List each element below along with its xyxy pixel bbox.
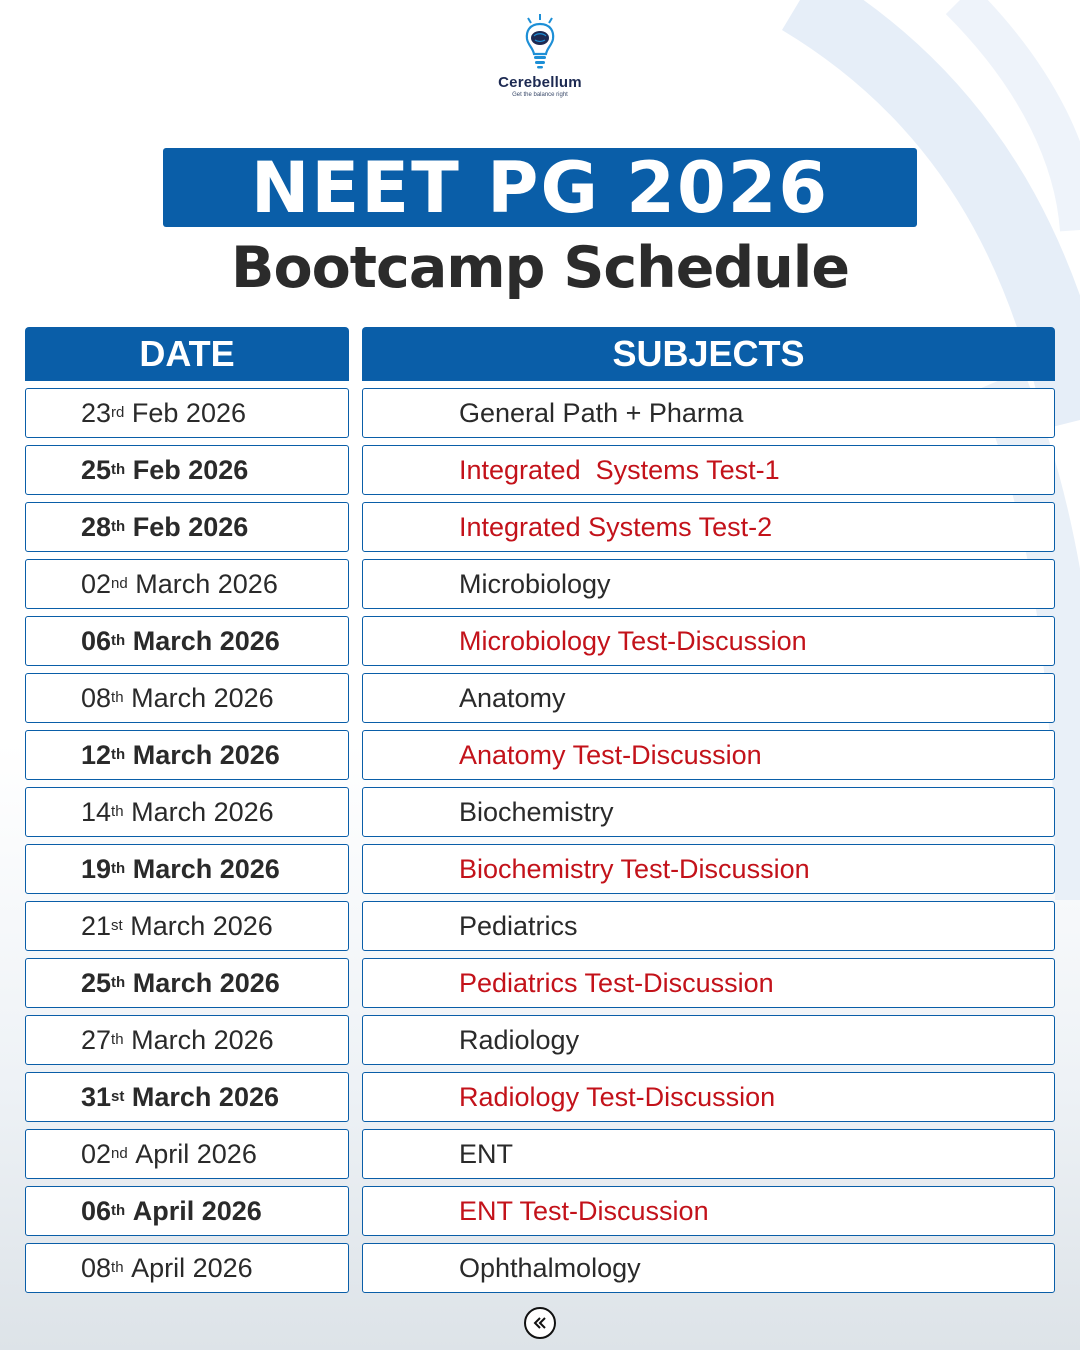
- subject-text: Radiology Test-Discussion: [459, 1081, 776, 1112]
- date-month-year: Feb 2026: [131, 397, 246, 428]
- table-row: [0, 388, 1080, 445]
- subject-cell: [362, 1072, 1055, 1122]
- date-month-year: April 2026: [131, 1252, 253, 1283]
- date-day: 23: [81, 397, 112, 428]
- date-month-year: March 2026: [132, 625, 280, 656]
- subject-text: Pediatrics Test-Discussion: [459, 967, 774, 998]
- subject-text: Microbiology Test-Discussion: [459, 625, 807, 656]
- headline-banner: [163, 148, 917, 227]
- date-cell: 02 nd March 2026: [25, 559, 349, 609]
- date-day: 02: [81, 1138, 112, 1169]
- date-cell: 06 th April 2026: [25, 1186, 349, 1236]
- double-chevron-left-icon[interactable]: [524, 1307, 556, 1339]
- subject-cell: [362, 559, 1055, 609]
- subject-cell: [362, 445, 1055, 495]
- date-month-year: March 2026: [131, 1081, 279, 1112]
- table-row: [0, 1186, 1080, 1243]
- date-cell: 14 th March 2026: [25, 787, 349, 837]
- date-day: 28: [81, 511, 112, 542]
- date-month-year: April 2026: [132, 1195, 262, 1226]
- date-cell: 25 th March 2026: [25, 958, 349, 1008]
- table-row: [0, 844, 1080, 901]
- date-day: 06: [81, 1195, 112, 1226]
- date-day: 25: [81, 967, 112, 998]
- date-day: 21: [81, 910, 112, 941]
- table-row: [0, 502, 1080, 559]
- subject-text: Integrated Systems Test-2: [459, 511, 773, 542]
- subject-text: ENT: [459, 1138, 513, 1169]
- subject-text: Ophthalmology: [459, 1252, 641, 1283]
- subject-text: Biochemistry Test-Discussion: [459, 853, 810, 884]
- date-day: 08: [81, 682, 112, 713]
- page-subtitle: Bootcamp Schedule: [231, 235, 849, 301]
- date-cell: 27 th March 2026: [25, 1015, 349, 1065]
- table-row: [0, 730, 1080, 787]
- subject-text: Integrated Systems Test-1: [459, 454, 780, 485]
- date-cell: 23 rd Feb 2026: [25, 388, 349, 438]
- double-chevron-left-glyph: [532, 1315, 548, 1331]
- column-header-date: DATE: [25, 327, 349, 381]
- brand-name: Cerebellum: [498, 74, 582, 91]
- brand-logo: [440, 12, 640, 104]
- date-month-year: March 2026: [135, 568, 278, 599]
- subject-cell: [362, 1015, 1055, 1065]
- table-row: [0, 673, 1080, 730]
- subject-cell: [362, 502, 1055, 552]
- date-month-year: March 2026: [132, 853, 280, 884]
- date-cell: 25 th Feb 2026: [25, 445, 349, 495]
- date-cell: 06 th March 2026: [25, 616, 349, 666]
- table-row: [0, 1015, 1080, 1072]
- date-month-year: March 2026: [132, 739, 280, 770]
- date-cell: 19 th March 2026: [25, 844, 349, 894]
- subject-text: Radiology: [459, 1024, 580, 1055]
- subject-cell: [362, 1243, 1055, 1293]
- subject-text: Biochemistry: [459, 796, 614, 827]
- date-day: 08: [81, 1252, 112, 1283]
- date-month-year: April 2026: [135, 1138, 257, 1169]
- subject-cell: [362, 673, 1055, 723]
- date-day: 27: [81, 1024, 112, 1055]
- table-row: [0, 1129, 1080, 1186]
- date-month-year: Feb 2026: [132, 511, 249, 542]
- subject-text: Anatomy Test-Discussion: [459, 739, 762, 770]
- date-cell: 08 th April 2026: [25, 1243, 349, 1293]
- date-day: 06: [81, 625, 112, 656]
- subject-cell: [362, 958, 1055, 1008]
- table-row: [0, 445, 1080, 502]
- subject-cell: [362, 1186, 1055, 1236]
- subject-text: ENT Test-Discussion: [459, 1195, 709, 1226]
- column-header-subjects: SUBJECTS: [362, 327, 1055, 381]
- date-cell: 21 st March 2026: [25, 901, 349, 951]
- table-row: [0, 901, 1080, 958]
- table-row: [0, 1072, 1080, 1129]
- subject-cell: [362, 616, 1055, 666]
- table-row: [0, 559, 1080, 616]
- table-row: [0, 787, 1080, 844]
- table-row: [0, 616, 1080, 673]
- date-month-year: March 2026: [130, 910, 273, 941]
- subject-text: Microbiology: [459, 568, 611, 599]
- date-month-year: March 2026: [131, 1024, 274, 1055]
- subject-cell: [362, 1129, 1055, 1179]
- subject-text: General Path + Pharma: [459, 397, 744, 428]
- date-cell: 08 th March 2026: [25, 673, 349, 723]
- brain-bulb-icon: [520, 12, 560, 70]
- date-cell: 02 nd April 2026: [25, 1129, 349, 1179]
- brand-tagline: Get the balance right: [512, 92, 568, 98]
- subject-cell: [362, 787, 1055, 837]
- date-cell: 12 th March 2026: [25, 730, 349, 780]
- table-row: [0, 958, 1080, 1015]
- date-day: 02: [81, 568, 112, 599]
- subject-text: Anatomy: [459, 682, 566, 713]
- subject-cell: [362, 730, 1055, 780]
- date-cell: 28 th Feb 2026: [25, 502, 349, 552]
- headline-text: NEET PG 2026: [250, 146, 830, 229]
- date-day: 12: [81, 739, 112, 770]
- date-month-year: Feb 2026: [132, 454, 249, 485]
- date-month-year: March 2026: [132, 967, 280, 998]
- subject-text: Pediatrics: [459, 910, 578, 941]
- subject-cell: [362, 844, 1055, 894]
- table-row: [0, 1243, 1080, 1300]
- date-cell: 31 st March 2026: [25, 1072, 349, 1122]
- subject-cell: [362, 388, 1055, 438]
- date-day: 19: [81, 853, 112, 884]
- schedule-table-body: [0, 388, 1080, 1300]
- date-month-year: March 2026: [131, 796, 274, 827]
- date-month-year: March 2026: [131, 682, 274, 713]
- date-day: 31: [81, 1081, 112, 1112]
- date-day: 14: [81, 796, 112, 827]
- date-day: 25: [81, 454, 112, 485]
- subject-cell: [362, 901, 1055, 951]
